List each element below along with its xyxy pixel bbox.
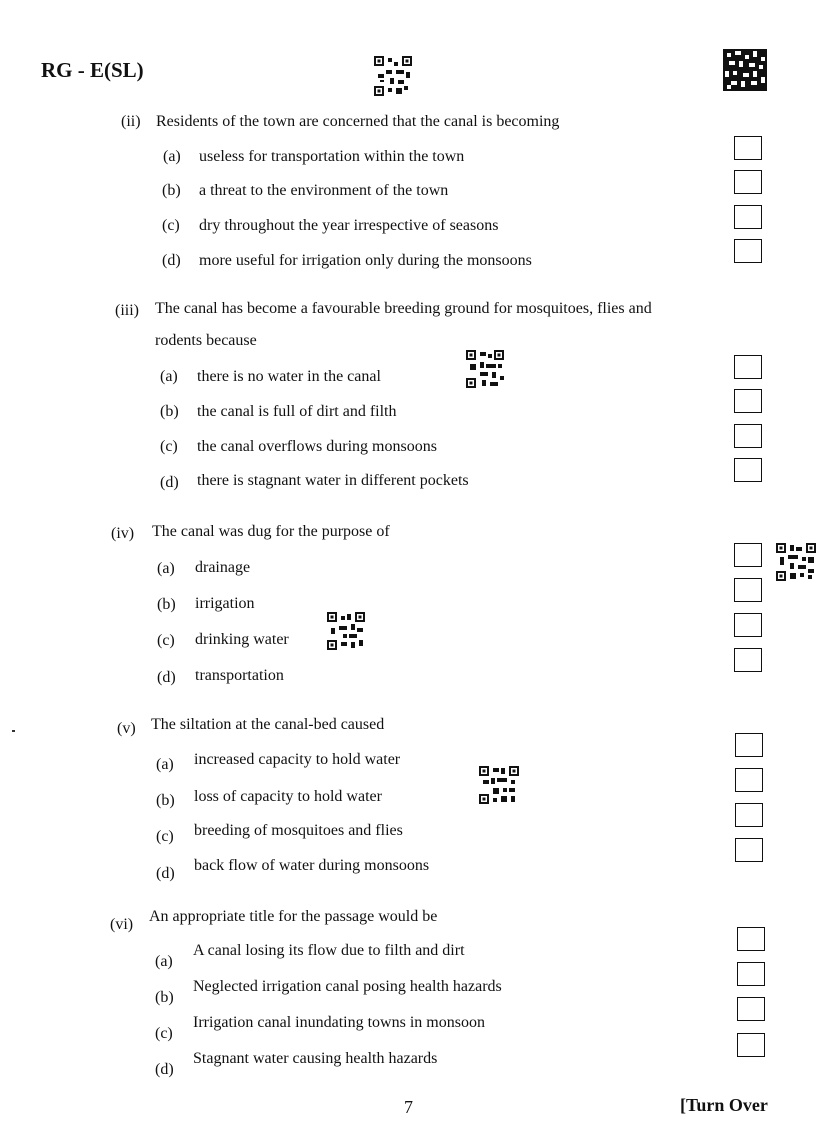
option-text: useless for transportation within the town — [199, 148, 465, 165]
answer-checkbox[interactable] — [734, 389, 762, 413]
page-number: 7 — [404, 1097, 413, 1117]
question-number: (ii) — [121, 113, 141, 130]
option-label: (a) — [160, 368, 178, 385]
question-number: (vi) — [110, 916, 134, 933]
answer-checkbox[interactable] — [737, 997, 765, 1021]
option-text: there is stagnant water in different pockets — [197, 472, 469, 489]
qr-code-icon — [479, 766, 519, 806]
answer-checkbox[interactable] — [735, 733, 763, 757]
answer-checkbox[interactable] — [734, 613, 762, 637]
answer-checkbox[interactable] — [734, 170, 762, 194]
option-label: (c) — [155, 1025, 173, 1042]
answer-checkbox[interactable] — [734, 205, 762, 229]
option-label: (b) — [160, 403, 179, 420]
option-label: (c) — [156, 828, 174, 845]
option-text: the canal overflows during monsoons — [197, 438, 437, 455]
option-label: (d) — [160, 474, 179, 491]
scan-speck — [12, 730, 15, 732]
option-text: loss of capacity to hold water — [194, 788, 382, 805]
option-label: (b) — [157, 596, 176, 613]
option-text: dry throughout the year irrespective of seasons — [199, 217, 499, 234]
answer-checkbox[interactable] — [734, 136, 762, 160]
answer-checkbox[interactable] — [734, 424, 762, 448]
option-text: breeding of mosquitoes and flies — [194, 822, 403, 839]
datamatrix-code-icon — [723, 49, 767, 91]
option-label: (d) — [157, 669, 176, 686]
paper-code: RG - E(SL) — [41, 58, 144, 82]
question-text: The canal was dug for the purpose of — [152, 523, 390, 540]
option-text: irrigation — [195, 595, 255, 612]
option-label: (b) — [162, 182, 181, 199]
answer-checkbox[interactable] — [734, 458, 762, 482]
question-text: rodents because — [155, 332, 257, 349]
option-label: (a) — [156, 756, 174, 773]
qr-code-icon — [776, 543, 816, 583]
question-text: The canal has become a favourable breeding ground for mosquitoes, flies and — [155, 300, 652, 317]
question-number: (iii) — [115, 302, 139, 319]
option-text: Irrigation canal inundating towns in monsoon — [193, 1014, 485, 1031]
option-label: (d) — [155, 1061, 174, 1078]
answer-checkbox[interactable] — [734, 578, 762, 602]
option-label: (b) — [155, 989, 174, 1006]
answer-checkbox[interactable] — [737, 1033, 765, 1057]
option-label: (c) — [162, 217, 180, 234]
question-text: Residents of the town are concerned that the canal is becoming — [156, 113, 560, 130]
option-text: A canal losing its flow due to filth and dirt — [193, 942, 465, 959]
answer-checkbox[interactable] — [734, 648, 762, 672]
option-label: (c) — [157, 632, 175, 649]
option-label: (d) — [156, 865, 175, 882]
answer-checkbox[interactable] — [737, 962, 765, 986]
qr-code-icon — [374, 56, 412, 98]
option-text: back flow of water during monsoons — [194, 857, 430, 874]
answer-checkbox[interactable] — [734, 239, 762, 263]
qr-code-icon — [466, 350, 504, 390]
option-text: there is no water in the canal — [197, 368, 381, 385]
option-text: increased capacity to hold water — [194, 751, 401, 768]
option-label: (c) — [160, 438, 178, 455]
answer-checkbox[interactable] — [735, 803, 763, 827]
qr-code-icon — [327, 612, 365, 652]
option-text: drainage — [195, 559, 251, 576]
answer-checkbox[interactable] — [737, 927, 765, 951]
question-number: (iv) — [111, 525, 135, 542]
option-label: (d) — [162, 252, 181, 269]
answer-checkbox[interactable] — [734, 543, 762, 567]
option-label: (a) — [163, 148, 181, 165]
question-text: An appropriate title for the passage would be — [149, 908, 438, 925]
option-text: drinking water — [195, 631, 289, 648]
option-label: (b) — [156, 792, 175, 809]
option-text: transportation — [195, 667, 284, 684]
option-text: a threat to the environment of the town — [199, 182, 449, 199]
answer-checkbox[interactable] — [735, 838, 763, 862]
turn-over-label: [Turn Over — [680, 1095, 768, 1115]
option-text: Stagnant water causing health hazards — [193, 1050, 438, 1067]
option-text: the canal is full of dirt and filth — [197, 403, 397, 420]
question-text: The siltation at the canal-bed caused — [151, 716, 385, 733]
option-label: (a) — [157, 560, 175, 577]
question-number: (v) — [117, 720, 136, 737]
answer-checkbox[interactable] — [735, 768, 763, 792]
answer-checkbox[interactable] — [734, 355, 762, 379]
option-text: Neglected irrigation canal posing health hazards — [193, 978, 502, 995]
option-label: (a) — [155, 953, 173, 970]
option-text: more useful for irrigation only during the monsoons — [199, 252, 532, 269]
